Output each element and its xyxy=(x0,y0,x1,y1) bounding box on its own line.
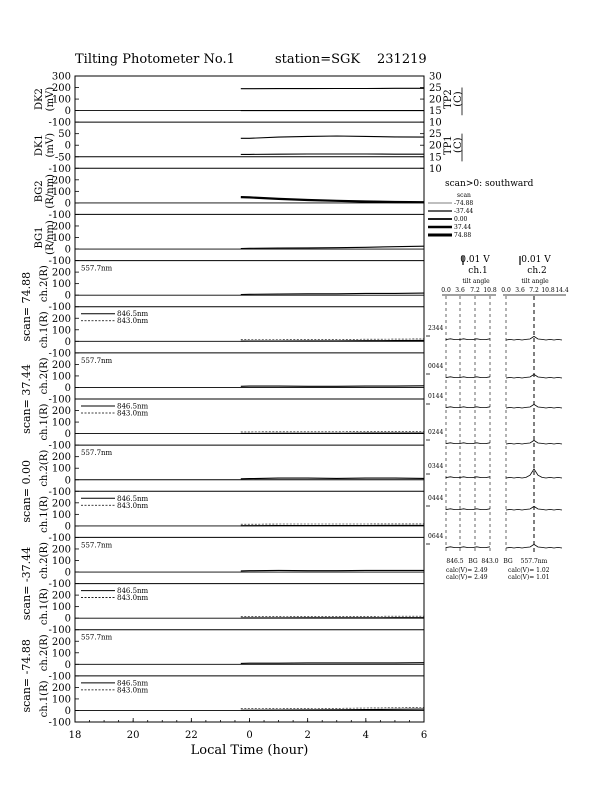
right-tick-label: 25 xyxy=(429,129,442,141)
ch1-calc: calc(V)= 2.49 xyxy=(446,574,488,581)
ch1-bottom-label: 843.0 xyxy=(481,558,499,565)
x-axis-label: Local Time (hour) xyxy=(190,743,309,758)
x-tick-label: 0 xyxy=(246,730,253,741)
y-tick-label: 100 xyxy=(51,463,71,475)
time-row-label: 2344 xyxy=(428,325,444,332)
series-line-s5c1-843 xyxy=(241,708,424,709)
ch1-trace xyxy=(446,547,490,548)
series-line-s1c2 xyxy=(241,293,424,295)
ch2-scale: 0.01 V xyxy=(521,255,551,265)
ch2-tilt-label: tilt angle xyxy=(521,278,549,285)
y-axis-label: ch.1(R) xyxy=(39,403,50,441)
right-axis-label: (C) xyxy=(453,91,464,107)
ch1-bottom-label: 846.5 xyxy=(446,558,464,565)
date-label: 231219 xyxy=(377,52,427,67)
y-tick-label: 200 xyxy=(51,590,71,602)
series-line-s3c2 xyxy=(241,478,424,479)
legend-label: 557.7nm xyxy=(81,449,113,458)
ch1-trace xyxy=(446,377,490,378)
station-label: station=SGK xyxy=(275,52,361,67)
ch1-scale: 0.01 V xyxy=(460,255,490,265)
ch1-bottom-label: BG xyxy=(468,558,478,565)
scan-legend-label: 37.44 xyxy=(454,224,472,231)
series-line-s1c1 xyxy=(241,340,424,341)
ch1-trace xyxy=(446,339,490,340)
legend-label: 843.0nm xyxy=(117,594,149,603)
y-tick-label: 0 xyxy=(64,705,71,717)
y-tick-label: -100 xyxy=(48,348,71,360)
y-axis-label: (R/nm) xyxy=(45,220,56,255)
y-tick-label: 0 xyxy=(64,475,71,487)
time-row-label: 0244 xyxy=(428,429,444,436)
scan-label: scan= 74.88 xyxy=(20,271,33,342)
ch2-tick-label: 0.0 xyxy=(501,287,511,294)
y-tick-label: -50 xyxy=(54,152,71,164)
ch2-calc: calc(V)= 1.01 xyxy=(508,574,550,581)
y-axis-label: ch.1(R) xyxy=(39,311,50,349)
ch2-tick-label: 14.4 xyxy=(555,287,569,294)
y-axis-label: ch.1(R) xyxy=(39,680,50,718)
y-axis-label: ch.2(R) xyxy=(39,634,50,672)
x-tick-label: 18 xyxy=(68,730,82,741)
ch1-trace xyxy=(446,407,490,408)
legend-label: 846.5nm xyxy=(117,402,149,411)
y-tick-label: 100 xyxy=(51,556,71,567)
time-row-label: 0444 xyxy=(428,495,444,502)
time-row-label: 0644 xyxy=(428,533,444,540)
y-axis-label: ch.1(R) xyxy=(39,495,50,533)
y-tick-label: 100 xyxy=(51,417,71,429)
y-tick-label: 100 xyxy=(51,602,71,614)
y-tick-label: -100 xyxy=(48,209,71,221)
right-axis-label: TP1 xyxy=(443,135,454,156)
y-tick-label: -100 xyxy=(48,579,71,591)
time-row-label: 0344 xyxy=(428,463,444,470)
y-tick-label: -100 xyxy=(48,532,71,544)
ch2-label: ch.2 xyxy=(527,266,547,276)
series-line-bg2 xyxy=(241,197,424,202)
legend-label: 846.5nm xyxy=(117,494,149,503)
y-tick-label: -100 xyxy=(48,625,71,637)
y-tick-label: 0 xyxy=(64,429,71,441)
y-tick-label: 200 xyxy=(51,267,71,279)
y-tick-label: -100 xyxy=(48,302,71,314)
y-tick-label: 0 xyxy=(64,290,71,302)
y-tick-label: 0 xyxy=(64,336,71,348)
scan-legend-title: scan xyxy=(457,192,471,199)
scan-label: scan= -74.88 xyxy=(20,639,33,713)
ch1-tick-label: 3.6 xyxy=(455,287,465,294)
right-tick-label: 10 xyxy=(429,117,442,129)
y-tick-label: -100 xyxy=(48,256,71,268)
y-tick-label: 100 xyxy=(51,279,71,291)
ch1-tick-label: 10.8 xyxy=(483,287,497,294)
ch1-trace xyxy=(446,509,490,510)
y-tick-label: -100 xyxy=(48,117,71,129)
y-tick-label: 100 xyxy=(51,694,71,706)
y-tick-label: 300 xyxy=(51,71,71,83)
legend-label: 846.5nm xyxy=(117,587,149,596)
series-line-s2c2 xyxy=(241,386,424,387)
time-row-label: 0044 xyxy=(428,363,444,370)
scan-label: scan= 0.00 xyxy=(20,459,33,523)
scan-legend-label: -37.44 xyxy=(454,208,474,215)
y-tick-label: 200 xyxy=(51,313,71,325)
ch1-tilt-label: tilt angle xyxy=(462,278,490,285)
y-tick-label: 200 xyxy=(51,221,71,233)
ch2-calc: calc(V)= 1.02 xyxy=(508,567,550,574)
y-tick-label: 200 xyxy=(51,682,71,694)
legend-label: 846.5nm xyxy=(117,310,149,319)
figure-title: Tilting Photometer No.1 xyxy=(75,52,235,67)
y-tick-label: 100 xyxy=(51,233,71,244)
y-tick-label: -100 xyxy=(48,394,71,406)
series-line-dk1_upper xyxy=(241,136,424,138)
series-line-bg1 xyxy=(241,246,424,248)
y-tick-label: 0 xyxy=(64,382,71,394)
y-tick-label: 100 xyxy=(51,94,71,106)
y-tick-label: 0 xyxy=(64,521,71,533)
y-axis-label: ch.2(R) xyxy=(39,265,50,303)
scan-label: scan= 37.44 xyxy=(20,364,33,434)
x-tick-label: 22 xyxy=(184,730,198,741)
right-axis-label: TP2 xyxy=(443,89,454,109)
legend-label: 557.7nm xyxy=(81,633,113,642)
y-tick-label: 200 xyxy=(51,544,71,556)
y-tick-label: 200 xyxy=(51,175,71,187)
y-tick-label: 100 xyxy=(51,509,71,521)
y-tick-label: -100 xyxy=(48,440,71,452)
y-tick-label: 0 xyxy=(64,106,71,118)
y-tick-label: 100 xyxy=(51,325,71,337)
series-line-s5c2 xyxy=(241,663,424,664)
scan-label: scan= -37.44 xyxy=(20,546,33,621)
ch1-trace xyxy=(446,443,490,444)
ch2-tick-label: 3.6 xyxy=(515,287,525,294)
y-axis-label: BG2 xyxy=(34,180,45,203)
legend-label: 557.7nm xyxy=(81,541,113,550)
y-axis-label: ch.2(R) xyxy=(39,449,50,487)
legend-label: 843.0nm xyxy=(117,317,149,326)
ch1-calc: calc(V)= 2.49 xyxy=(446,567,488,574)
ch1-trace xyxy=(446,477,490,478)
right-tick-label: 10 xyxy=(429,163,442,175)
scan-legend-label: 0.00 xyxy=(454,216,468,223)
legend-label: 557.7nm xyxy=(81,356,113,365)
legend-label: 846.5nm xyxy=(117,679,149,688)
series-line-s1c1-843 xyxy=(241,339,424,340)
y-tick-label: 200 xyxy=(51,406,71,418)
y-tick-label: 50 xyxy=(58,129,71,141)
y-tick-label: 100 xyxy=(51,371,71,383)
scan-legend-label: -74.88 xyxy=(454,200,474,207)
ch1-label: ch.1 xyxy=(468,266,488,276)
right-axis-label: (C) xyxy=(453,137,464,153)
y-axis-label: ch.2(R) xyxy=(39,542,50,579)
y-tick-label: -100 xyxy=(48,671,71,683)
x-tick-label: 20 xyxy=(126,730,140,741)
y-axis-label: ch.2(R) xyxy=(39,357,50,395)
legend-label: 557.7nm xyxy=(81,264,113,273)
y-axis-label: DK1 xyxy=(34,134,45,157)
legend-label: 843.0nm xyxy=(117,409,149,418)
ch2-bottom-label: BG xyxy=(503,558,513,565)
ch1-tick-label: 0.0 xyxy=(441,287,451,294)
right-tick-label: 15 xyxy=(429,106,442,118)
y-tick-label: 0 xyxy=(64,567,71,579)
right-tick-label: 25 xyxy=(429,83,442,95)
y-axis-label: (R/nm) xyxy=(45,174,56,209)
y-tick-label: 100 xyxy=(51,648,71,660)
y-tick-label: 0 xyxy=(64,659,71,671)
y-tick-label: 200 xyxy=(51,498,71,510)
right-tick-label: 30 xyxy=(429,71,442,83)
legend-label: 843.0nm xyxy=(117,686,149,695)
y-tick-label: 200 xyxy=(51,636,71,648)
y-tick-label: -100 xyxy=(48,486,71,498)
y-axis-label: ch.1(R) xyxy=(39,588,50,626)
y-tick-label: 0 xyxy=(64,198,71,210)
y-tick-label: 100 xyxy=(51,186,71,198)
time-row-label: 0144 xyxy=(428,393,444,400)
legend-label: 843.0nm xyxy=(117,501,149,510)
y-tick-label: 200 xyxy=(51,452,71,464)
right-tick-label: 15 xyxy=(429,152,442,164)
scan-legend-label: 74.88 xyxy=(454,232,472,239)
ch2-tick-label: 10.8 xyxy=(541,287,555,294)
right-tick-label: 20 xyxy=(429,94,442,106)
y-tick-label: 200 xyxy=(51,83,71,95)
y-tick-label: -100 xyxy=(48,163,71,175)
x-tick-label: 6 xyxy=(420,730,428,741)
y-tick-label: 0 xyxy=(64,613,71,625)
y-axis-label: (mV) xyxy=(45,132,56,158)
x-tick-label: 4 xyxy=(362,730,370,741)
y-axis-label: (mV) xyxy=(45,86,56,112)
y-axis-label: DK2 xyxy=(34,88,45,111)
y-tick-label: 0 xyxy=(64,244,71,256)
y-axis-label: BG1 xyxy=(34,226,45,249)
ch2-bottom-label: 557.7nm xyxy=(520,558,548,565)
ch1-tick-label: 7.2 xyxy=(470,287,480,294)
y-tick-label: 0 xyxy=(64,140,71,152)
x-tick-label: 2 xyxy=(304,730,311,741)
y-tick-label: 200 xyxy=(51,359,71,371)
series-line-s4c2 xyxy=(241,570,424,571)
right-tick-label: 20 xyxy=(429,140,442,152)
y-tick-label: -100 xyxy=(48,717,71,729)
ch2-tick-label: 7.2 xyxy=(529,287,539,294)
scan-direction-title: scan>0: southward xyxy=(445,179,534,189)
